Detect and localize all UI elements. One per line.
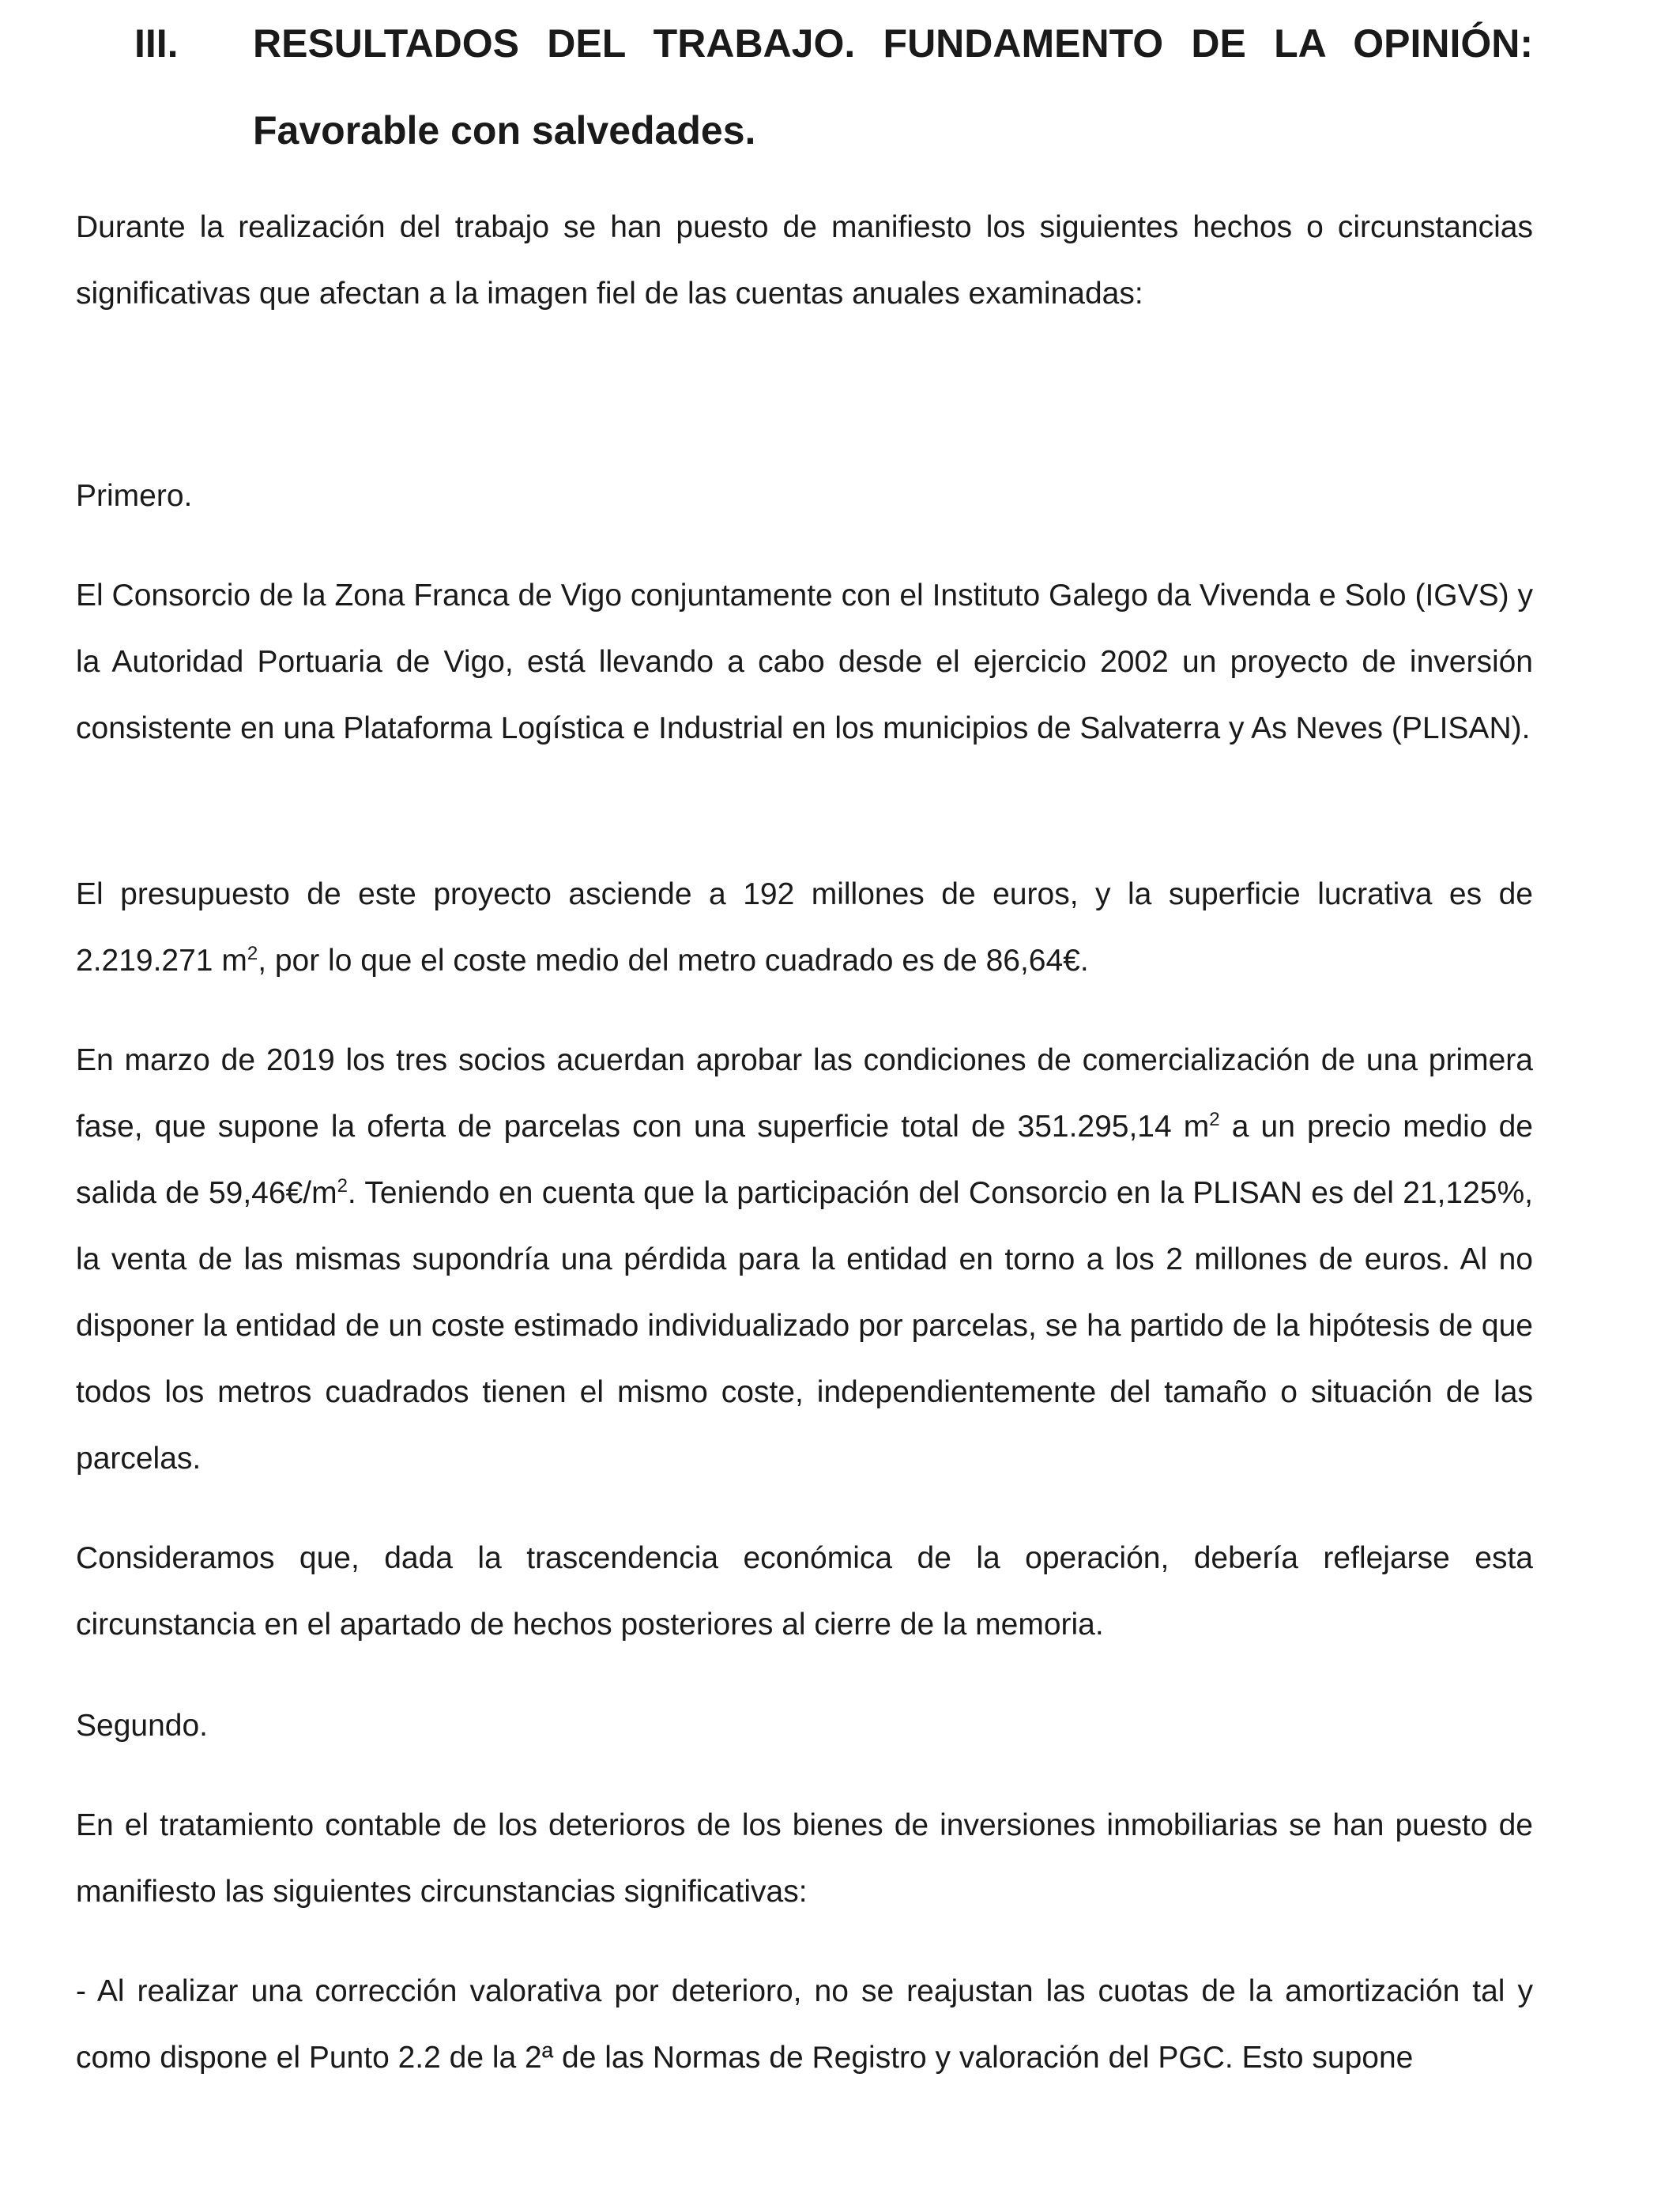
segundo-label: Segundo.	[76, 1709, 208, 1743]
primero-paragraph-1: El Consorcio de la Zona Franca de Vigo conjuntamente con el Instituto Galego da Vivenda e Solo (IGVS) y la Autoridad Portuaria de Vigo, está llevando a cabo desde el ejercicio 2002 un proyecto de inversión consistente en una Plataforma Logística e Industrial en los municipios de Salvaterra y As Neves (PLISAN).	[76, 579, 1533, 745]
primero-p2-text-b: , por lo que el coste medio del metro cuadrado es de 86,64€.	[258, 944, 1089, 978]
primero-label: Primero.	[76, 479, 193, 513]
primero-p3-text-a: En marzo de 2019 los tres socios acuerdan aprobar las condiciones de comercialización de una primera fase, que supone la oferta de parcelas con una superficie total de 351.295,14 m	[76, 1043, 1533, 1144]
segundo-paragraph-1: En el tratamiento contable de los deterioros de los bienes de inversiones inmobiliarias se han puesto de manifiesto las siguientes circunstancias significativas:	[76, 1808, 1533, 1909]
superscript: 2	[337, 1175, 348, 1197]
segundo-paragraph-2: - Al realizar una corrección valorativa por deterioro, no se reajustan las cuotas de la amortización tal y como dispone el Punto 2.2 de la 2ª de las Normas de Registro y valoración del PGC. Esto supone	[76, 1974, 1533, 2075]
primero-paragraph-3	[76, 1027, 1533, 1492]
primero-paragraph-2	[76, 861, 1533, 994]
intro-paragraph: Durante la realización del trabajo se han puesto de manifiesto los siguientes hechos o circunstancias significativas que afectan a la imagen fiel de las cuentas anuales examinadas:	[76, 210, 1533, 311]
primero-paragraph-4: Consideramos que, dada la trascendencia económica de la operación, debería reflejarse esta circunstancia en el apartado de hechos posteriores al cierre de la memoria.	[76, 1541, 1533, 1642]
section-title: RESULTADOS DEL TRABAJO. FUNDAMENTO DE LA OPINIÓN:	[253, 21, 1533, 66]
primero-p3-text-b: a un precio medio de salida de 59,46€/m	[76, 1110, 1533, 1210]
section-subtitle: Favorable con salvedades.	[253, 108, 756, 153]
superscript: 2	[1209, 1109, 1220, 1130]
primero-p3-text-c: . Teniendo en cuenta que la participación del Consorcio en la PLISAN es del 21,125%, la venta de las mismas supondría una pérdida para la entidad en torno a los 2 millones de euros. Al no disponer la entidad de un coste estimado individualizado por parcelas, se ha partido de la hipótesis de que todos los metros cuadrados tienen el mismo coste, independientemente del tamaño o situación de las parcelas.	[76, 1176, 1533, 1476]
primero-p2-text-a: El presupuesto de este proyecto asciende a 192 millones de euros, y la superficie lucrativa es de 2.219.271 m	[76, 877, 1533, 978]
superscript: 2	[247, 943, 258, 964]
section-number: III.	[134, 21, 179, 66]
